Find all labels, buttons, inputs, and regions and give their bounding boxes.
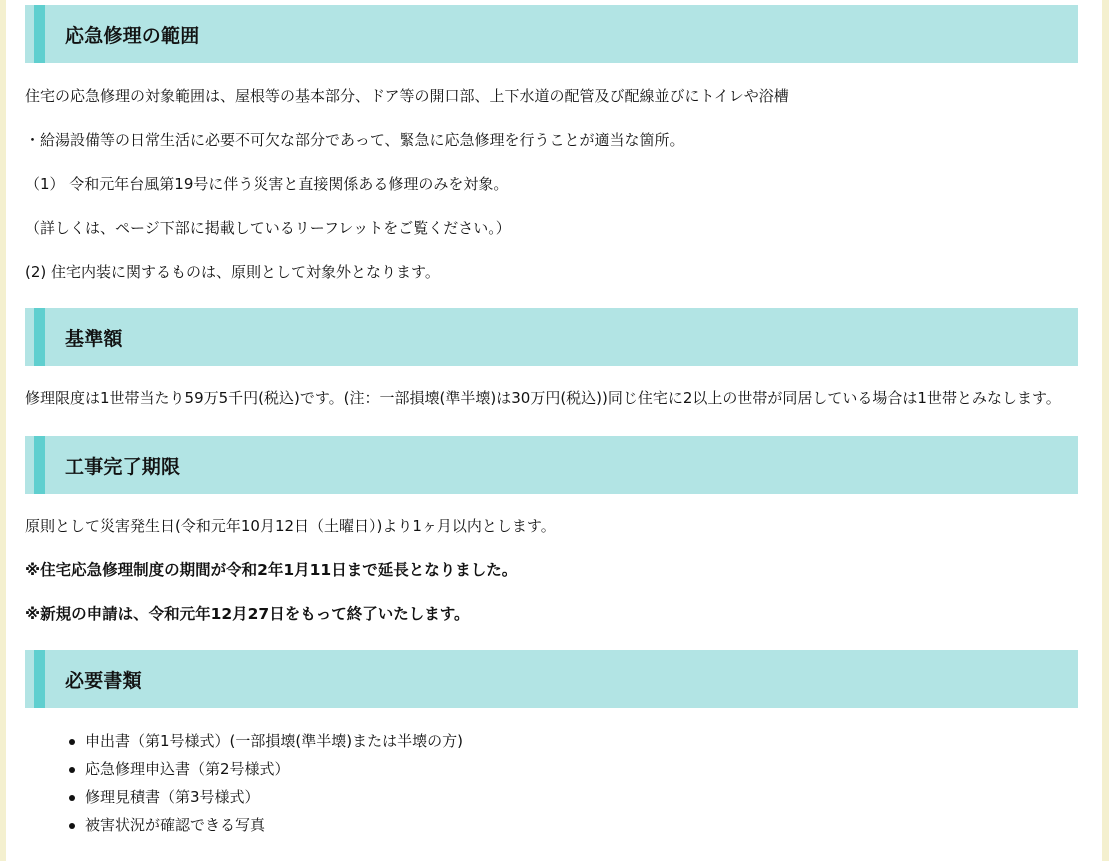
repair-scope-paragraph-4: （詳しくは、ページ下部に掲載しているリーフレットをご覧ください。） xyxy=(25,219,511,237)
repair-scope-paragraph-2: ・給湯設備等の日常生活に必要不可欠な部分であって、緊急に応急修理を行うことが適当な箇所。 xyxy=(25,131,685,149)
heading-completion-deadline xyxy=(25,436,1078,494)
heading-completion-deadline-text: 工事完了期限 xyxy=(65,455,181,478)
required-documents-list xyxy=(25,727,1078,839)
heading-repair-scope-text: 応急修理の範囲 xyxy=(65,24,200,47)
heading-required-documents-text: 必要書類 xyxy=(65,669,142,692)
list-item: 修理見積書（第3号様式） xyxy=(69,783,1078,811)
standard-amount-paragraph: 修理限度は1世帯当たり59万5千円(税込)です。(注：一部損壊(準半壊)は30万円(税込))同じ住宅に2以上の世帯が同居している場合は1世帯とみなします。 xyxy=(25,389,1061,407)
heading-required-documents xyxy=(25,650,1078,708)
application-end-notice: ※新規の申請は、令和元年12月27日をもって終了いたします。 xyxy=(25,605,470,623)
completion-deadline-paragraph: 原則として災害発生日(令和元年10月12日（土曜日）)より1ヶ月以内とします。 xyxy=(25,517,556,535)
heading-standard-amount-text: 基準額 xyxy=(65,327,123,350)
list-item: 被害状況が確認できる写真 xyxy=(69,811,1078,839)
extension-notice: ※住宅応急修理制度の期間が令和2年1月11日まで延長となりました。 xyxy=(25,561,518,579)
content-page xyxy=(6,0,1102,861)
heading-standard-amount xyxy=(25,308,1078,366)
list-item: 応急修理申込書（第2号様式） xyxy=(69,755,1078,783)
heading-repair-scope xyxy=(25,5,1078,63)
repair-scope-paragraph-5: (2) 住宅内装に関するものは、原則として対象外となります。 xyxy=(25,263,440,281)
repair-scope-paragraph-3: （1） 令和元年台風第19号に伴う災害と直接関係ある修理のみを対象。 xyxy=(25,175,509,193)
repair-scope-paragraph-1: 住宅の応急修理の対象範囲は、屋根等の基本部分、ドア等の開口部、上下水道の配管及び配線並びにトイレや浴槽 xyxy=(25,87,789,105)
list-item: 申出書（第1号様式）(一部損壊(準半壊)または半壊の方) xyxy=(69,727,1078,755)
